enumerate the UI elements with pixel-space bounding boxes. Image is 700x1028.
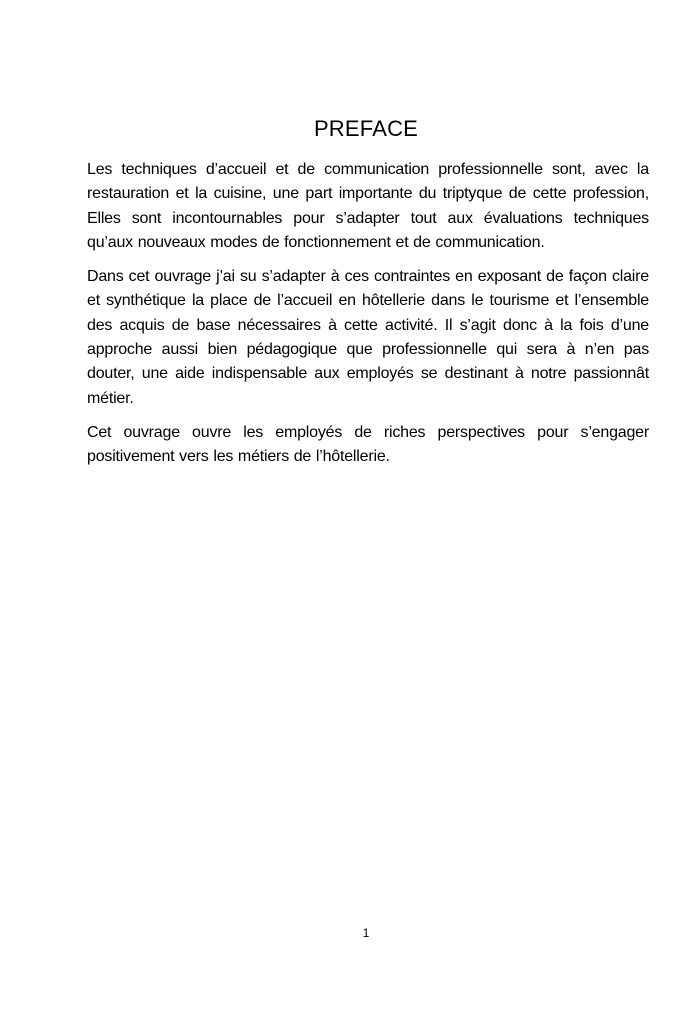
page-title: PREFACE: [313, 116, 419, 141]
paragraph: Cet ouvrage ouvre les employés de riches perspectives pour s’engager positivement vers les métiers de l’hôtellerie.: [87, 423, 649, 466]
paragraph: Les techniques d’accueil et de communication professionnelle sont, avec la restauration et la cuisine, une part importante du triptyque de cette profession, Elles sont incontournables pour s’adapter tout aux évaluations techniques qu’aux nouveaux modes de fonctionnement et de communication.: [87, 161, 649, 251]
page-number: 1: [362, 926, 370, 940]
document-body: [87, 158, 649, 480]
paragraph: Dans cet ouvrage j’ai su s’adapter à ces contraintes en exposant de façon claire et synthétique la place de l’accueil en hôtellerie dans le tourisme et l’ensemble des acquis de base nécessaires à cette activité. Il s’agit donc à la fois d’une approche aussi bien pédagogique que professionnelle qui sera à n’en pas douter, une aide indispensable aux employés se destinant à notre passionnât métier.: [87, 268, 649, 407]
